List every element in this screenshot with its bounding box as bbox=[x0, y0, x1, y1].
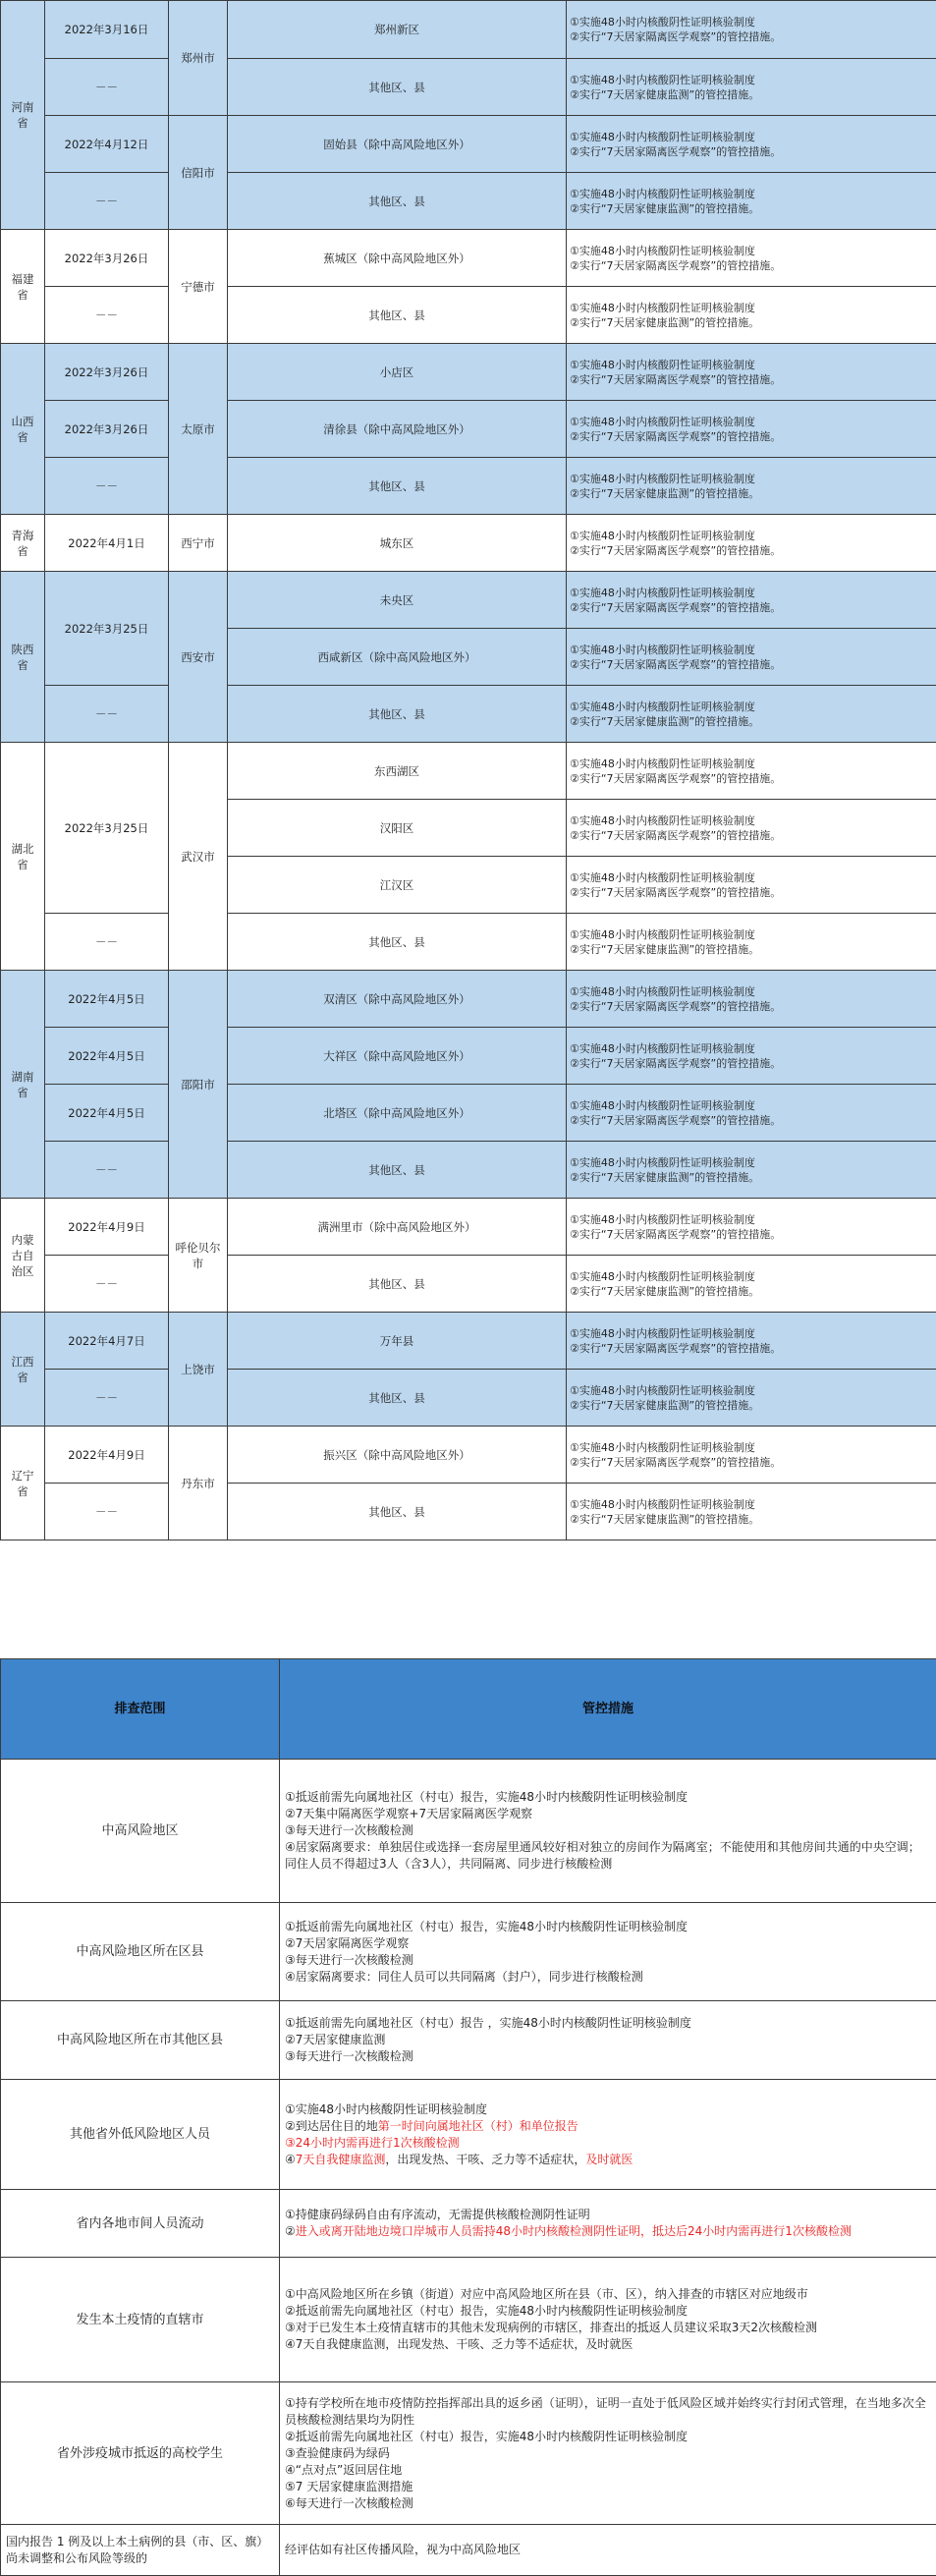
table-row bbox=[1, 230, 936, 287]
measure-cell: ①实施48小时内核酸阴性证明核验制度 ②实行“7天居家健康监测”的管控措施。 bbox=[567, 1370, 936, 1427]
measure-cell: ①持有学校所在地市疫情防控指挥部出具的返乡函（证明），证明一直处于低风险区域并始终实行封闭式管理，在当地多次全员核酸检测结果均为阴性 ②抵返前需先向属地社区（村屯）报告，实施48小时内核酸阴性证明核验制度 ③查验健康码为绿码 ④“点对点”返回居住地 ⑤7 天居家健康监测措施 ⑥每天进行一次核酸检测 bbox=[280, 2382, 936, 2525]
province-cell: 湖北省 bbox=[1, 743, 45, 971]
scope-cell: 发生本土疫情的直辖市 bbox=[1, 2258, 280, 2382]
province-cell: 内蒙古自治区 bbox=[1, 1199, 45, 1313]
measure-cell: ①实施48小时内核酸阴性证明核验制度 ②实行“7天居家隔离医学观察”的管控措施。 bbox=[567, 1313, 936, 1370]
table-row bbox=[1, 1370, 936, 1427]
district-cell: 蕉城区（除中高风险地区外） bbox=[228, 230, 567, 287]
date-cell: 2022年3月26日 bbox=[45, 344, 169, 401]
province-cell: 陕西省 bbox=[1, 572, 45, 743]
province-cell: 福建省 bbox=[1, 230, 45, 344]
date-cell: －－ bbox=[45, 1256, 169, 1313]
city-cell: 呼伦贝尔市 bbox=[169, 1199, 228, 1313]
measure-cell: 经评估如有社区传播风险，视为中高风险地区 bbox=[280, 2525, 936, 2576]
district-cell: 其他区、县 bbox=[228, 458, 567, 515]
province-cell: 山西省 bbox=[1, 344, 45, 515]
measure-cell: ①实施48小时内核酸阴性证明核验制度 ②实行“7天居家隔离医学观察”的管控措施。 bbox=[567, 629, 936, 686]
measure-cell: ①实施48小时内核酸阴性证明核验制度 ②实行“7天居家隔离医学观察”的管控措施。 bbox=[567, 743, 936, 800]
table-row bbox=[1, 2190, 936, 2258]
district-cell: 大祥区（除中高风险地区外） bbox=[228, 1028, 567, 1085]
table-row bbox=[1, 914, 936, 971]
measure-cell: ①实施48小时内核酸阴性证明核验制度 ②实行“7天居家健康监测”的管控措施。 bbox=[567, 686, 936, 743]
measure-cell: ①实施48小时内核酸阴性证明核验制度 ②实行“7天居家健康监测”的管控措施。 bbox=[567, 59, 936, 116]
date-cell: 2022年4月5日 bbox=[45, 971, 169, 1028]
measure-cell: ①实施48小时内核酸阴性证明核验制度 ②实行“7天居家健康监测”的管控措施。 bbox=[567, 1142, 936, 1199]
date-cell: －－ bbox=[45, 1370, 169, 1427]
measure-cell: ①实施48小时内核酸阴性证明核验制度 ②实行“7天居家隔离医学观察”的管控措施。 bbox=[567, 1028, 936, 1085]
date-cell: －－ bbox=[45, 1484, 169, 1540]
city-cell: 信阳市 bbox=[169, 116, 228, 230]
measure-cell: ①实施48小时内核酸阴性证明核验制度 ②实行“7天居家健康监测”的管控措施。 bbox=[567, 1256, 936, 1313]
district-cell: 西咸新区（除中高风险地区外） bbox=[228, 629, 567, 686]
table-row bbox=[1, 686, 936, 743]
district-cell: 江汉区 bbox=[228, 857, 567, 914]
date-cell: －－ bbox=[45, 1142, 169, 1199]
table-row bbox=[1, 572, 936, 629]
table-row bbox=[1, 344, 936, 401]
district-cell: 其他区、县 bbox=[228, 1142, 567, 1199]
city-cell: 西宁市 bbox=[169, 515, 228, 572]
district-cell: 其他区、县 bbox=[228, 59, 567, 116]
scope-cell: 省外涉疫城市抵返的高校学生 bbox=[1, 2382, 280, 2525]
district-cell: 其他区、县 bbox=[228, 1256, 567, 1313]
measure-cell: ①实施48小时内核酸阴性证明核验制度 ②实行“7天居家隔离医学观察”的管控措施。 bbox=[567, 1085, 936, 1142]
district-cell: 其他区、县 bbox=[228, 914, 567, 971]
table-row bbox=[1, 971, 936, 1028]
table-row bbox=[1, 401, 936, 458]
table-row bbox=[1, 2525, 936, 2576]
measure-cell: ①实施48小时内核酸阴性证明核验制度 ②实行“7天居家隔离医学观察”的管控措施。 bbox=[567, 1427, 936, 1484]
measure-cell: ①实施48小时内核酸阴性证明核验制度 ②实行“7天居家隔离医学观察”的管控措施。 bbox=[567, 344, 936, 401]
district-cell: 其他区、县 bbox=[228, 1370, 567, 1427]
measure-cell: ①实施48小时内核酸阴性证明核验制度 ②实行“7天居家健康监测”的管控措施。 bbox=[567, 173, 936, 230]
measure-cell: ①实施48小时内核酸阴性证明核验制度 ②实行“7天居家隔离医学观察”的管控措施。 bbox=[567, 515, 936, 572]
scope-cell: 中高风险地区所在市其他区县 bbox=[1, 2001, 280, 2080]
district-cell: 清徐县（除中高风险地区外） bbox=[228, 401, 567, 458]
table-row bbox=[1, 287, 936, 344]
date-cell: －－ bbox=[45, 914, 169, 971]
date-cell: 2022年3月25日 bbox=[45, 743, 169, 914]
district-cell: 双清区（除中高风险地区外） bbox=[228, 971, 567, 1028]
measure-cell: ①实施48小时内核酸阴性证明核验制度 ②实行“7天居家健康监测”的管控措施。 bbox=[567, 287, 936, 344]
date-cell: 2022年3月16日 bbox=[45, 1, 169, 59]
measure-cell: ①实施48小时内核酸阴性证明核验制度 ②实行“7天居家隔离医学观察”的管控措施。 bbox=[567, 1, 936, 59]
table-row bbox=[1, 1028, 936, 1085]
city-cell: 丹东市 bbox=[169, 1427, 228, 1540]
measure-cell: ①实施48小时内核酸阴性证明核验制度 ②实行“7天居家隔离医学观察”的管控措施。 bbox=[567, 230, 936, 287]
measure-cell: ①抵返前需先向属地社区（村屯）报告 ，实施48小时内核酸阴性证明核验制度 ②7天居家健康监测 ③每天进行一次核酸检测 bbox=[280, 2001, 936, 2080]
district-cell: 其他区、县 bbox=[228, 1484, 567, 1540]
scope-measures-table bbox=[0, 1658, 936, 2576]
table-row bbox=[1, 1484, 936, 1540]
date-cell: －－ bbox=[45, 59, 169, 116]
table-row bbox=[1, 173, 936, 230]
province-cell: 青海省 bbox=[1, 515, 45, 572]
province-cell: 湖南省 bbox=[1, 971, 45, 1199]
measure-cell: ①抵返前需先向属地社区（村屯）报告，实施48小时内核酸阴性证明核验制度 ②7天集中隔离医学观察+7天居家隔离医学观察 ③每天进行一次核酸检测 ④居家隔离要求：单独居住或选择一套房屋里通风较好相对独立的房间作为隔离室；不能使用和其他房间共通的中央空调；同住人员不得超过3人（含3人），共同隔离、同步进行核酸检测 bbox=[280, 1760, 936, 1903]
table-row bbox=[1, 1427, 936, 1484]
province-cell: 江西省 bbox=[1, 1313, 45, 1427]
date-cell: 2022年4月12日 bbox=[45, 116, 169, 173]
table-row bbox=[1, 1313, 936, 1370]
table-row bbox=[1, 515, 936, 572]
measure-cell: ①实施48小时内核酸阴性证明核验制度 ②实行“7天居家隔离医学观察”的管控措施。 bbox=[567, 572, 936, 629]
date-cell: 2022年4月9日 bbox=[45, 1199, 169, 1256]
measure-cell: ①持健康码绿码自由有序流动，无需提供核酸检测阴性证明 ②进入或离开陆地边境口岸城市人员需持48小时内核酸检测阴性证明，抵达后24小时内需再进行1次核酸检测 bbox=[280, 2190, 936, 2258]
district-cell: 北塔区（除中高风险地区外） bbox=[228, 1085, 567, 1142]
district-cell: 其他区、县 bbox=[228, 173, 567, 230]
date-cell: －－ bbox=[45, 686, 169, 743]
district-cell: 未央区 bbox=[228, 572, 567, 629]
measure-cell: ①实施48小时内核酸阴性证明核验制度 ②实行“7天居家健康监测”的管控措施。 bbox=[567, 914, 936, 971]
table-row bbox=[1, 743, 936, 800]
table-row bbox=[1, 59, 936, 116]
district-cell: 满洲里市（除中高风险地区外） bbox=[228, 1199, 567, 1256]
measure-cell: ①中高风险地区所在乡镇（街道）对应中高风险地区所在县（市、区），纳入排查的市辖区对应地级市 ②抵返前需先向属地社区（村屯）报告，实施48小时内核酸阴性证明核验制度 ③对于已发生本土疫情直辖市的其他未发现病例的市辖区，排查出的抵返人员建议采取3天2次核酸检测 ④7天自我健康监测，出现发热、干咳、乏力等不适症状，及时就医 bbox=[280, 2258, 936, 2382]
table-row bbox=[1, 2382, 936, 2525]
district-cell: 其他区、县 bbox=[228, 686, 567, 743]
district-cell: 汉阳区 bbox=[228, 800, 567, 857]
measure-cell: ①实施48小时内核酸阴性证明核验制度 ②实行“7天居家隔离医学观察”的管控措施。 bbox=[567, 857, 936, 914]
district-cell: 城东区 bbox=[228, 515, 567, 572]
city-cell: 上饶市 bbox=[169, 1313, 228, 1427]
district-cell: 万年县 bbox=[228, 1313, 567, 1370]
date-cell: 2022年4月5日 bbox=[45, 1085, 169, 1142]
table-row bbox=[1, 2258, 936, 2382]
date-cell: 2022年4月1日 bbox=[45, 515, 169, 572]
table-row bbox=[1, 1199, 936, 1256]
date-cell: －－ bbox=[45, 287, 169, 344]
city-cell: 武汉市 bbox=[169, 743, 228, 971]
district-cell: 东西湖区 bbox=[228, 743, 567, 800]
measure-cell: ①实施48小时内核酸阴性证明核验制度 ②实行“7天居家隔离医学观察”的管控措施。 bbox=[567, 1199, 936, 1256]
scope-cell: 中高风险地区 bbox=[1, 1760, 280, 1903]
measure-cell: ①实施48小时内核酸阴性证明核验制度 ②实行“7天居家隔离医学观察”的管控措施。 bbox=[567, 401, 936, 458]
table-row bbox=[1, 1903, 936, 2001]
date-cell: 2022年3月25日 bbox=[45, 572, 169, 686]
measure-cell: ①实施48小时内核酸阴性证明核验制度 ②实行“7天居家健康监测”的管控措施。 bbox=[567, 1484, 936, 1540]
table-row bbox=[1, 1256, 936, 1313]
header-scope: 排查范围 bbox=[1, 1659, 280, 1760]
measure-cell: ①实施48小时内核酸阴性证明核验制度 ②到达居住目的地第一时间向属地社区（村）和单位报告 ③24小时内需再进行1次核酸检测 ④7天自我健康监测，出现发热、干咳、乏力等不适症状，及时就医 bbox=[280, 2080, 936, 2190]
measure-cell: ①实施48小时内核酸阴性证明核验制度 ②实行“7天居家隔离医学观察”的管控措施。 bbox=[567, 800, 936, 857]
header-measure: 管控措施 bbox=[280, 1659, 936, 1760]
table-header-row bbox=[1, 1659, 936, 1760]
city-cell: 太原市 bbox=[169, 344, 228, 515]
scope-cell: 省内各地市间人员流动 bbox=[1, 2190, 280, 2258]
district-cell: 其他区、县 bbox=[228, 287, 567, 344]
table-row bbox=[1, 2001, 936, 2080]
measure-cell: ①实施48小时内核酸阴性证明核验制度 ②实行“7天居家健康监测”的管控措施。 bbox=[567, 458, 936, 515]
scope-cell: 中高风险地区所在区县 bbox=[1, 1903, 280, 2001]
city-cell: 宁德市 bbox=[169, 230, 228, 344]
table-row bbox=[1, 1760, 936, 1903]
province-cell: 河南省 bbox=[1, 1, 45, 230]
table-row bbox=[1, 1142, 936, 1199]
measure-cell: ①实施48小时内核酸阴性证明核验制度 ②实行“7天居家隔离医学观察”的管控措施。 bbox=[567, 116, 936, 173]
date-cell: 2022年4月5日 bbox=[45, 1028, 169, 1085]
date-cell: 2022年3月26日 bbox=[45, 401, 169, 458]
scope-cell: 其他省外低风险地区人员 bbox=[1, 2080, 280, 2190]
scope-cell: 国内报告 1 例及以上本土病例的县（市、区、旗）尚未调整和公布风险等级的 bbox=[1, 2525, 280, 2576]
district-cell: 振兴区（除中高风险地区外） bbox=[228, 1427, 567, 1484]
province-cell: 辽宁省 bbox=[1, 1427, 45, 1540]
date-cell: 2022年4月9日 bbox=[45, 1427, 169, 1484]
measure-cell: ①实施48小时内核酸阴性证明核验制度 ②实行“7天居家隔离医学观察”的管控措施。 bbox=[567, 971, 936, 1028]
date-cell: 2022年4月7日 bbox=[45, 1313, 169, 1370]
date-cell: 2022年3月26日 bbox=[45, 230, 169, 287]
date-cell: －－ bbox=[45, 458, 169, 515]
date-cell: －－ bbox=[45, 173, 169, 230]
city-cell: 西安市 bbox=[169, 572, 228, 743]
district-cell: 郑州新区 bbox=[228, 1, 567, 59]
table-row bbox=[1, 116, 936, 173]
table-row bbox=[1, 458, 936, 515]
city-cell: 郑州市 bbox=[169, 1, 228, 116]
table-row bbox=[1, 2080, 936, 2190]
table-row bbox=[1, 1085, 936, 1142]
measure-cell: ①抵返前需先向属地社区（村屯）报告，实施48小时内核酸阴性证明核验制度 ②7天居家隔离医学观察 ③每天进行一次核酸检测 ④居家隔离要求：同住人员可以共同隔离（封户），同步进行核酸检测 bbox=[280, 1903, 936, 2001]
city-cell: 邵阳市 bbox=[169, 971, 228, 1199]
district-cell: 固始县（除中高风险地区外） bbox=[228, 116, 567, 173]
district-cell: 小店区 bbox=[228, 344, 567, 401]
table-row bbox=[1, 1, 936, 59]
